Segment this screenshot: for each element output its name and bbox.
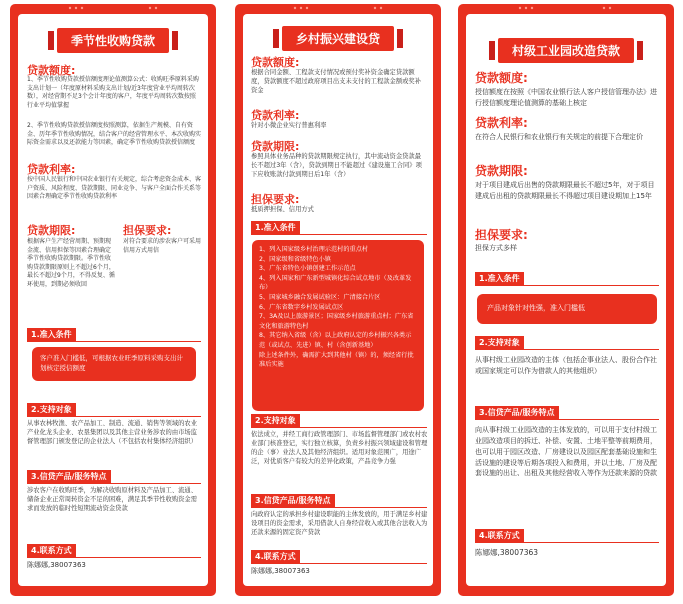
card-title: 乡村振兴建设贷: [282, 26, 394, 51]
target-text: 从事村级工业园改造的主体（包括企事业法人、股份合作社或国家规定可以作为借款人的其他组织）: [475, 356, 657, 375]
rate-text: 按中国人民银行和中国农业银行有关规定，综合考虑资金成本、客户资质、风险程度、贷款期限、同业竞争、与客户全面合作关系等因素合理确定季节性收购贷款利率: [27, 176, 202, 201]
rate-heading: 贷款利率:: [475, 116, 528, 130]
admission-item: 7、3A及以上旅游景区；国家级乡村旅游重点村；广东省文化和旅游特色村: [259, 313, 414, 330]
section-line: [475, 542, 659, 543]
admission-item: 4、列入国家和广东新型城镇化综合试点地市（及改革发布）: [259, 274, 412, 292]
features-text: 向政府认定的承担乡村建设职能的主体发放的，用于满足乡村建设项目的资金需求，采用借款人自身经营收入或其他合法收入为还款来源的固定资产贷款: [251, 511, 428, 536]
amount-heading: 贷款额度:: [475, 71, 528, 85]
admission-item: 6、广东省数字乡村发展试点区: [259, 303, 344, 311]
term-heading: 贷款期限:: [251, 140, 300, 153]
loan-card-industrial-park: [458, 4, 674, 596]
target-text: 从事农林牧渔、农产品加工、制造、流通、销售等领域的农业产业化龙头企业、农垦集团以及其他主营业务涉农的由市场监督管理部门颁发登记的企业法人（不包括农村集体经济组织）: [27, 420, 198, 445]
guarantee-heading: 担保要求:: [123, 224, 172, 237]
amount-text: 根据合同金额、工程款支付情况或预付奖补资金确定贷款额度，贷款额度不超过政府项目出支未支付的工程款金额或奖补资金: [251, 69, 422, 94]
section-target: 2.支持对象: [251, 414, 300, 427]
guarantee-text: 担保方式多样: [475, 244, 517, 252]
contact-text: 陈娜娜,38007363: [27, 561, 86, 569]
section-target: 2.支持对象: [27, 403, 76, 416]
card-body: [243, 14, 433, 586]
section-line: [27, 557, 201, 558]
guarantee-text: 抵质押担保、信用方式: [251, 206, 314, 213]
section-line: [251, 427, 427, 428]
section-contact: 4.联系方式: [251, 550, 300, 563]
section-admission: 1.准入条件: [27, 328, 76, 341]
amount-text: 授信额度在按照《中国农业银行法人客户授信管理办法》进行授信额度理论值测算的基础上核定: [475, 88, 657, 107]
amount-text: 1、季节性收购贷款授信额度理论值测算公式：收购旺季原料采购支出计划一（年度原材料采购支出计划/近3年度营业平均周转次数），对经营期不足3个会计年度的客户，年度平均周转次数按照行业平均值掌握: [27, 76, 199, 109]
section-line: [251, 234, 427, 235]
guarantee-text: 对符合要求的涉农客户可采用信用方式用信: [123, 238, 202, 254]
contact-text: 陈娜娜,38007363: [475, 548, 539, 557]
decorative-dots: [235, 4, 441, 12]
section-line: [251, 563, 427, 564]
term-text: 根据客户生产经营周期、预期现金流、信用担保等因素合理确定季节性收购贷款期限。季节性收购贷款期限原则上不超过6个月，最长不超过9个月，不得反复、循环使用，到期必须收回: [27, 238, 115, 288]
section-admission: 1.准入条件: [475, 272, 524, 285]
target-text: 依法成立，并经工商行政管理部门、市场监督管理部门或农村农业部门核准登记，实行独立核算，负责乡村振兴领域建设和管理的企（事）业法人及其他经济组织。适用对象范围广，用途广泛，对优质客户有较大的差异化政策，产品竞争力强: [251, 431, 428, 465]
section-contact: 4.联系方式: [27, 544, 76, 557]
loan-card-rural: [235, 4, 441, 596]
term-heading: 贷款期限:: [475, 164, 528, 178]
amount-heading: 贷款额度:: [251, 56, 300, 69]
section-line: [27, 416, 201, 417]
guarantee-heading: 担保要求:: [251, 193, 300, 206]
card-body: [18, 14, 208, 586]
amount-heading: 贷款额度:: [27, 64, 76, 77]
section-line: [27, 341, 201, 342]
admission-item: 除上述条件外，确需扩大到其他村（镇）的，须经省行批准后实施: [259, 351, 414, 369]
admission-box: 客户准入门槛低，可根据农业旺季原料采购支出计划核定授信额度: [32, 347, 196, 381]
section-line: [475, 419, 659, 420]
admission-item: 3、广东省特色小镇创建工作示范点: [259, 265, 356, 273]
section-line: [251, 507, 427, 508]
admission-item: 1、列入国家级乡村治理示范村的重点村: [259, 246, 369, 253]
admission-item: 5、国家城乡融合发展试验区：广清接合片区: [259, 294, 381, 302]
section-line: [27, 483, 201, 484]
section-admission: 1.准入条件: [251, 221, 300, 234]
rate-text: 针对小微企业实行普惠利率: [251, 122, 327, 129]
admission-item: 8、其它纳入省级（含）以上政府认定的乡村振兴各类示范（或试点、先进）镇、村（含创新基地）: [259, 332, 412, 350]
section-features: 3.信贷产品/服务特点: [251, 494, 335, 507]
admission-box: 产品对象针对性强，准入门槛低: [477, 294, 657, 324]
amount-text-2: 2、季节性收购贷款授信额度按照测算，依据生产规模、自有资金、历年季节性收购情况，结合客户的经营管理水平、本次收购实际资金需求以及还款能力等因素，确定季节性收购贷款授信额度: [27, 122, 202, 147]
decorative-dots: [458, 4, 674, 12]
term-text: 对于项目建成后出售的贷款期限最长不超过5年，对于项目建成后出租的贷款期限最长不得超过项目建设期加上15年: [475, 181, 655, 200]
loan-card-seasonal: [10, 4, 216, 596]
card-title: 季节性收购贷款: [57, 28, 169, 53]
term-text: 参照具体业务品种的贷款期限规定执行，其中流动资金贷款最长不超过3年（含），贷款到期日不能超过《建设施工合同》项下应收账款付款到期日后1年（含）: [251, 153, 422, 178]
admission-item: 2、国家级和省级特色小镇: [259, 255, 331, 263]
section-line: [475, 285, 659, 286]
admission-box: [252, 240, 424, 411]
rate-heading: 贷款利率:: [27, 163, 76, 176]
section-contact: 4.联系方式: [475, 529, 524, 542]
card-body: [466, 14, 666, 586]
section-target: 2.支持对象: [475, 336, 524, 349]
term-heading: 贷款期限:: [27, 224, 76, 237]
decorative-dots: [10, 4, 216, 12]
section-features: 3.信贷产品/服务特点: [27, 470, 111, 483]
section-line: [475, 349, 659, 350]
features-text: 向从事村级工业园改造的主体发放的，可以用于支付村级工业园改造项目的拆迁、补偿、安置、土地平整等前期费用，也可以用于园区改造、厂房建设以及园区配套基础设施和生活设施的建设等后期各项投入和费用，并以土地、厂房及配套设施的出让、出租及其他经营收入等作为还款来源的贷款: [475, 426, 657, 478]
rate-heading: 贷款利率:: [251, 109, 300, 122]
guarantee-heading: 担保要求:: [475, 228, 528, 242]
card-title: 村级工业园改造贷款: [498, 38, 634, 63]
rate-text: 在符合人民银行和农业银行有关规定的前提下合理定价: [475, 133, 643, 141]
features-text: 涉农客户在收购旺季，为解决收购原材料及产品加工、流通、储备企业正常周转资金不足的困难，满足其季节性收购资金需求而发放的临时性短期流动资金贷款: [27, 487, 198, 512]
section-features: 3.信贷产品/服务特点: [475, 406, 559, 419]
contact-text: 陈娜娜,38007363: [251, 567, 310, 575]
